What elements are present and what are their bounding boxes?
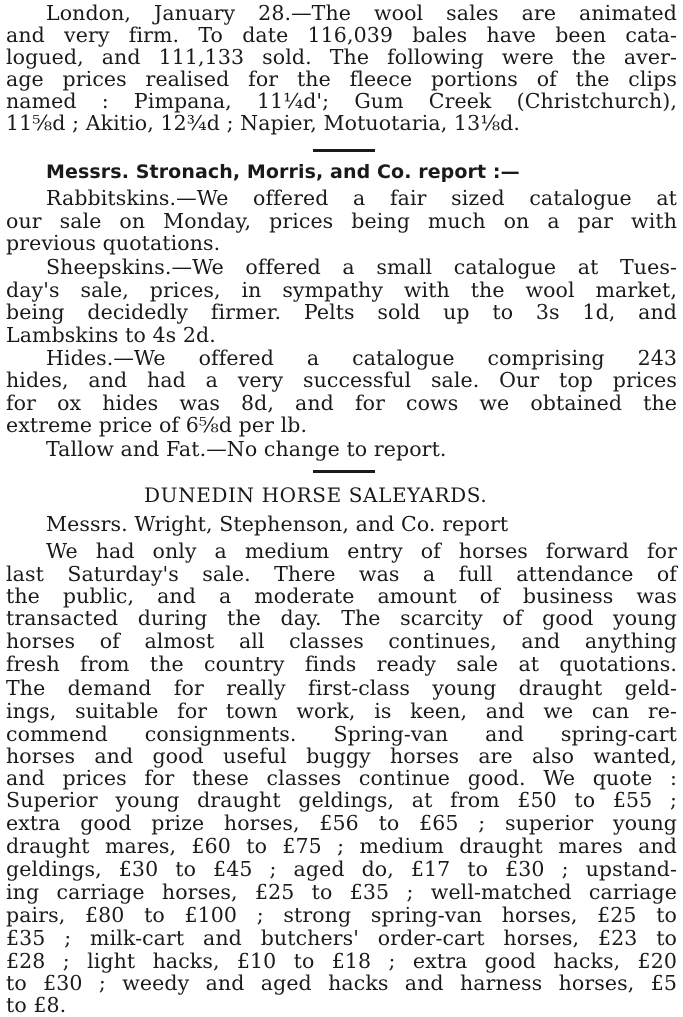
paragraph-line: last Saturday's sale. There was a full attendance of [6,562,677,586]
paragraph-line: fresh from the country finds ready sale at quotations. [6,652,677,676]
paragraph-line: the public, and a moderate amount of business was [6,584,677,608]
paragraph-line: extreme price of 6⅝d per lb. [6,413,308,437]
paragraph-line: draught mares, £60 to £75 ; medium draught mares and [6,834,677,858]
paragraph-line: Rabbitskins.—We offered a fair sized catalogue at [46,186,677,210]
report-subheading: Messrs. Wright, Stephenson, and Co. report [46,512,509,536]
paragraph-line: horses and good useful buggy horses are also wanted, [6,744,677,768]
paragraph-line: We had only a medium entry of horses forward for [46,539,677,563]
paragraph-line: horses of almost all classes continues, and anything [6,629,677,653]
paragraph-line: for ox hides was 8d, and for cows we obtained the [6,391,677,415]
paragraph-line: £35 ; milk-cart and butchers' order-cart horses, £23 to [6,926,677,950]
paragraph-line: The demand for really first-class young draught geld- [6,676,677,700]
paragraph-line: commend consignments. Spring-van and spring-cart [6,722,677,746]
paragraph-line: Hides.—We offered a catalogue comprising 243 [46,346,677,370]
paragraph-line: Tallow and Fat.—No change to report. [46,437,447,461]
paragraph-line: Lambskins to 4s 2d. [6,323,216,347]
paragraph-line: and very firm. To date 116,039 bales have been cata- [6,23,677,47]
section-divider [313,470,375,473]
paragraph-line: ings, suitable for town work, is keen, and we can re- [6,699,677,723]
paragraph-line: day's sale, prices, in sympathy with the wool market, [6,278,677,302]
paragraph-line: previous quotations. [6,231,221,255]
paragraph-line: £28 ; light hacks, £10 to £18 ; extra good hacks, £20 [6,949,677,973]
article-title: DUNEDIN HORSE SALEYARDS. [144,483,488,507]
paragraph-line: named : Pimpana, 11¼d'; Gum Creek (Christchurch), [6,89,677,113]
paragraph-line: age prices realised for the fleece portions of the clips [6,67,677,91]
paragraph-line: Sheepskins.—We offered a small catalogue at Tues- [46,255,677,279]
paragraph-line: our sale on Monday, prices being much on a par with [6,209,677,233]
section-divider [313,149,375,152]
paragraph-line: ing carriage horses, £25 to £35 ; well-matched carriage [6,880,677,904]
paragraph-line: Superior young draught geldings, at from £50 to £55 ; [6,788,677,812]
paragraph-line: pairs, £80 to £100 ; strong spring-van horses, £25 to [6,903,677,927]
paragraph-line: logued, and 111,133 sold. The following were the aver- [6,45,677,69]
paragraph-line: to £30 ; weedy and aged hacks and harness horses, £5 [6,971,677,995]
report-heading: Messrs. Stronach, Morris, and Co. report :— [46,161,520,183]
paragraph-line: hides, and had a very successful sale. Our top prices [6,368,677,392]
paragraph-line: transacted during the day. The scarcity of good young [6,606,677,630]
paragraph-line: 11⅝d ; Akitio, 12¾d ; Napier, Motuotaria, 13⅛d. [6,111,521,135]
paragraph-line: being decidedly firmer. Pelts sold up to 3s 1d, and [6,300,677,324]
paragraph-line: London, January 28.—The wool sales are animated [46,1,677,25]
paragraph-line: geldings, £30 to £45 ; aged do, £17 to £30 ; upstand- [6,857,677,881]
paragraph-line: to £8. [6,993,67,1017]
paragraph-line: extra good prize horses, £56 to £65 ; superior young [6,811,677,835]
paragraph-line: and prices for these classes continue good. We quote : [6,766,677,790]
